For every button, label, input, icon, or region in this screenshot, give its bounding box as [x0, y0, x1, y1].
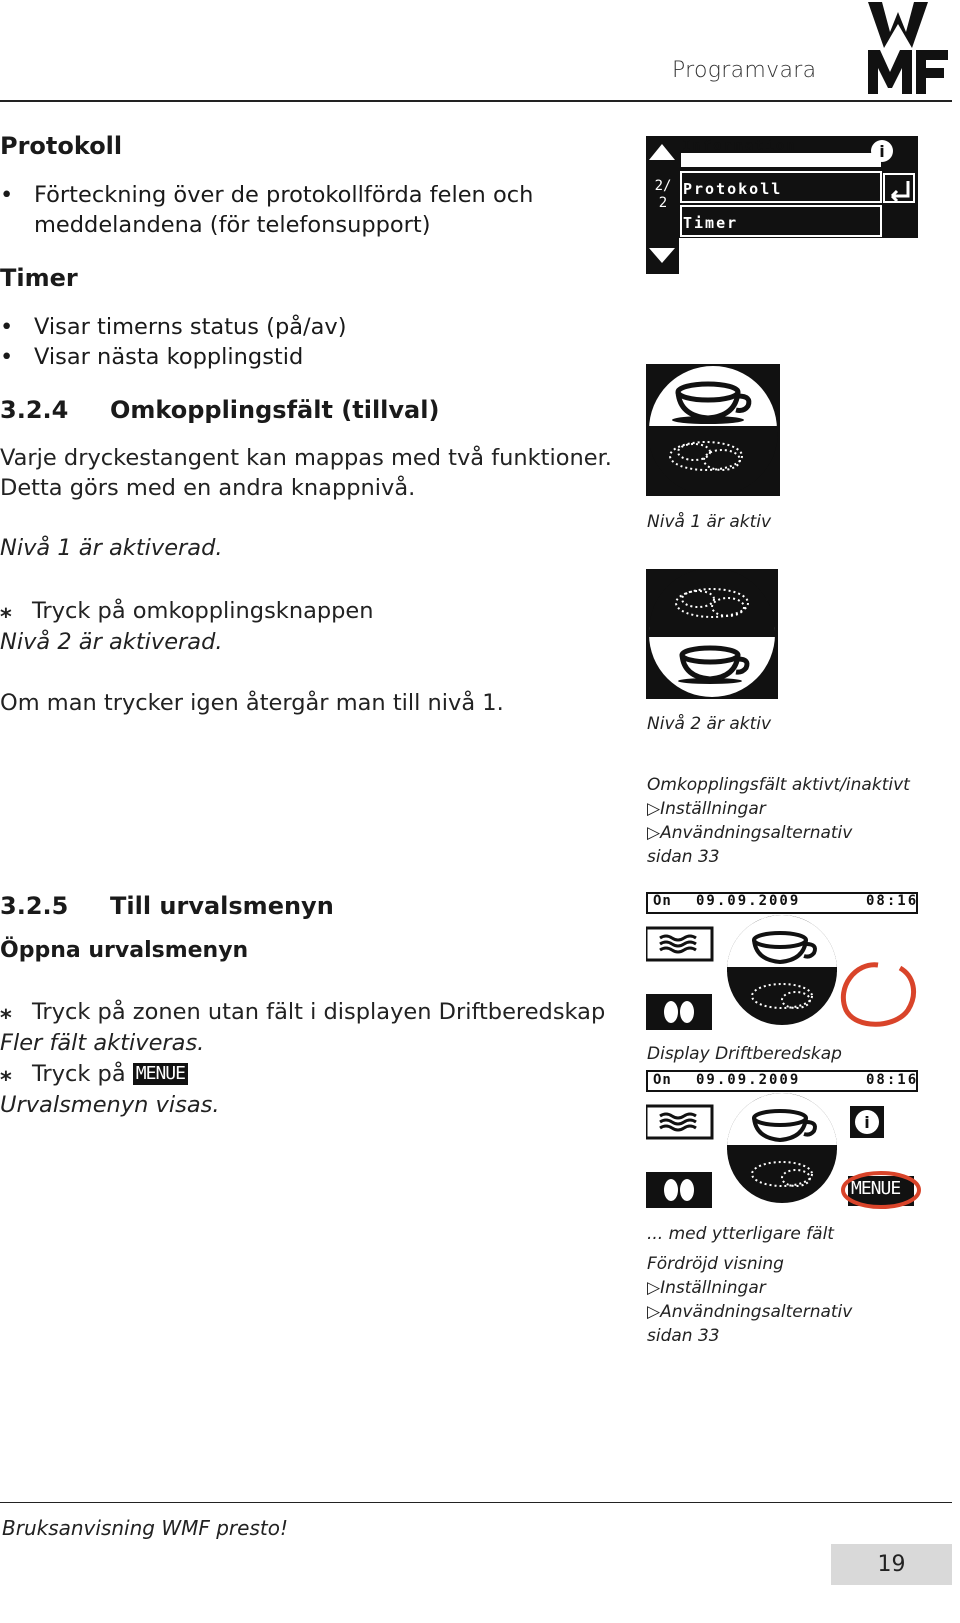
section-title-325: Till urvalsmenyn [110, 892, 334, 920]
section-title-324: Omkopplingsfält (tillval) [110, 396, 440, 424]
arrow-right-icon: ▷ [647, 799, 661, 819]
footer-manual-title: Bruksanvisning WMF presto! [2, 1516, 288, 1540]
footer-rule [0, 1502, 952, 1503]
wmf-logo [868, 2, 950, 94]
svg-text:i: i [879, 142, 885, 161]
display-time: 08:16 [866, 893, 919, 909]
step-instruction: ⁎ Tryck på zonen utan fält i displayen Driftberedskap [0, 997, 620, 1028]
section-number-325: 3.2.5 [0, 892, 69, 920]
paragraph: Varje dryckestangent kan mappas med två funktioner. [0, 445, 612, 471]
display-status: On [653, 893, 672, 909]
heading-timer: Timer [0, 264, 78, 292]
figure-caption: ... med ytterligare fält [647, 1224, 834, 1244]
step-instruction: ⁎ Tryck på MENUE [0, 1059, 400, 1090]
arrow-right-icon: ▷ [647, 823, 661, 843]
result-text: Urvalsmenyn visas. [0, 1092, 220, 1118]
note-switch: Omkopplingsfält aktivt/inaktivt ▷Inställningar ▷Användningsalternativ sidan 33 [647, 775, 910, 867]
note-delay: Fördröjd visning ▷Inställningar ▷Användningsalternativ sidan 33 [647, 1254, 853, 1346]
subheading: Öppna urvalsmenyn [0, 938, 249, 963]
menue-key-icon: MENUE [133, 1063, 188, 1085]
step-instruction: ⁎ Tryck på omkopplingsknappen [0, 596, 600, 627]
step-asterisk-icon: ⁎ [0, 598, 12, 624]
arrow-right-icon: ▷ [647, 1278, 661, 1298]
level2-text: Nivå 2 är aktiverad. [0, 629, 223, 655]
information-screen [646, 136, 918, 274]
svg-text:i: i [864, 1113, 870, 1132]
level2-switch-graphic [646, 569, 778, 699]
arrow-right-icon: ▷ [647, 1302, 661, 1322]
header-rule [0, 100, 952, 102]
result-text: Fler fält aktiveras. [0, 1030, 205, 1056]
figure-caption: Display Driftberedskap [647, 1044, 842, 1064]
menu-item-timer[interactable]: Timer [683, 214, 739, 232]
heading-protokoll: Protokoll [0, 132, 123, 160]
page-number: 19 [831, 1544, 952, 1585]
paragraph: Detta görs med en andra knappnivå. [0, 475, 416, 501]
menu-item-protokoll[interactable]: Protokoll [683, 180, 783, 198]
display-status: On [653, 1072, 672, 1088]
level1-text: Nivå 1 är aktiverad. [0, 535, 223, 561]
figure-caption: Nivå 1 är aktiv [647, 512, 772, 532]
display-time: 08:16 [866, 1072, 919, 1088]
section-number-324: 3.2.4 [0, 396, 69, 424]
step-asterisk-icon: ⁎ [0, 1061, 12, 1087]
display-date: 09.09.2009 [696, 1072, 801, 1088]
level1-switch-graphic [646, 364, 780, 496]
figure-caption: Nivå 2 är aktiv [647, 714, 772, 734]
display-date: 09.09.2009 [696, 893, 801, 909]
step-asterisk-icon: ⁎ [0, 999, 12, 1025]
page-indicator: 2/2 [654, 178, 672, 211]
paragraph: Om man trycker igen återgår man till nivå 1. [0, 690, 504, 716]
menue-button[interactable]: MENUE [851, 1178, 901, 1199]
display-driftberedskap [646, 892, 920, 1030]
header-title: Programvara [672, 58, 817, 83]
info-screen-title: Information [682, 138, 797, 154]
